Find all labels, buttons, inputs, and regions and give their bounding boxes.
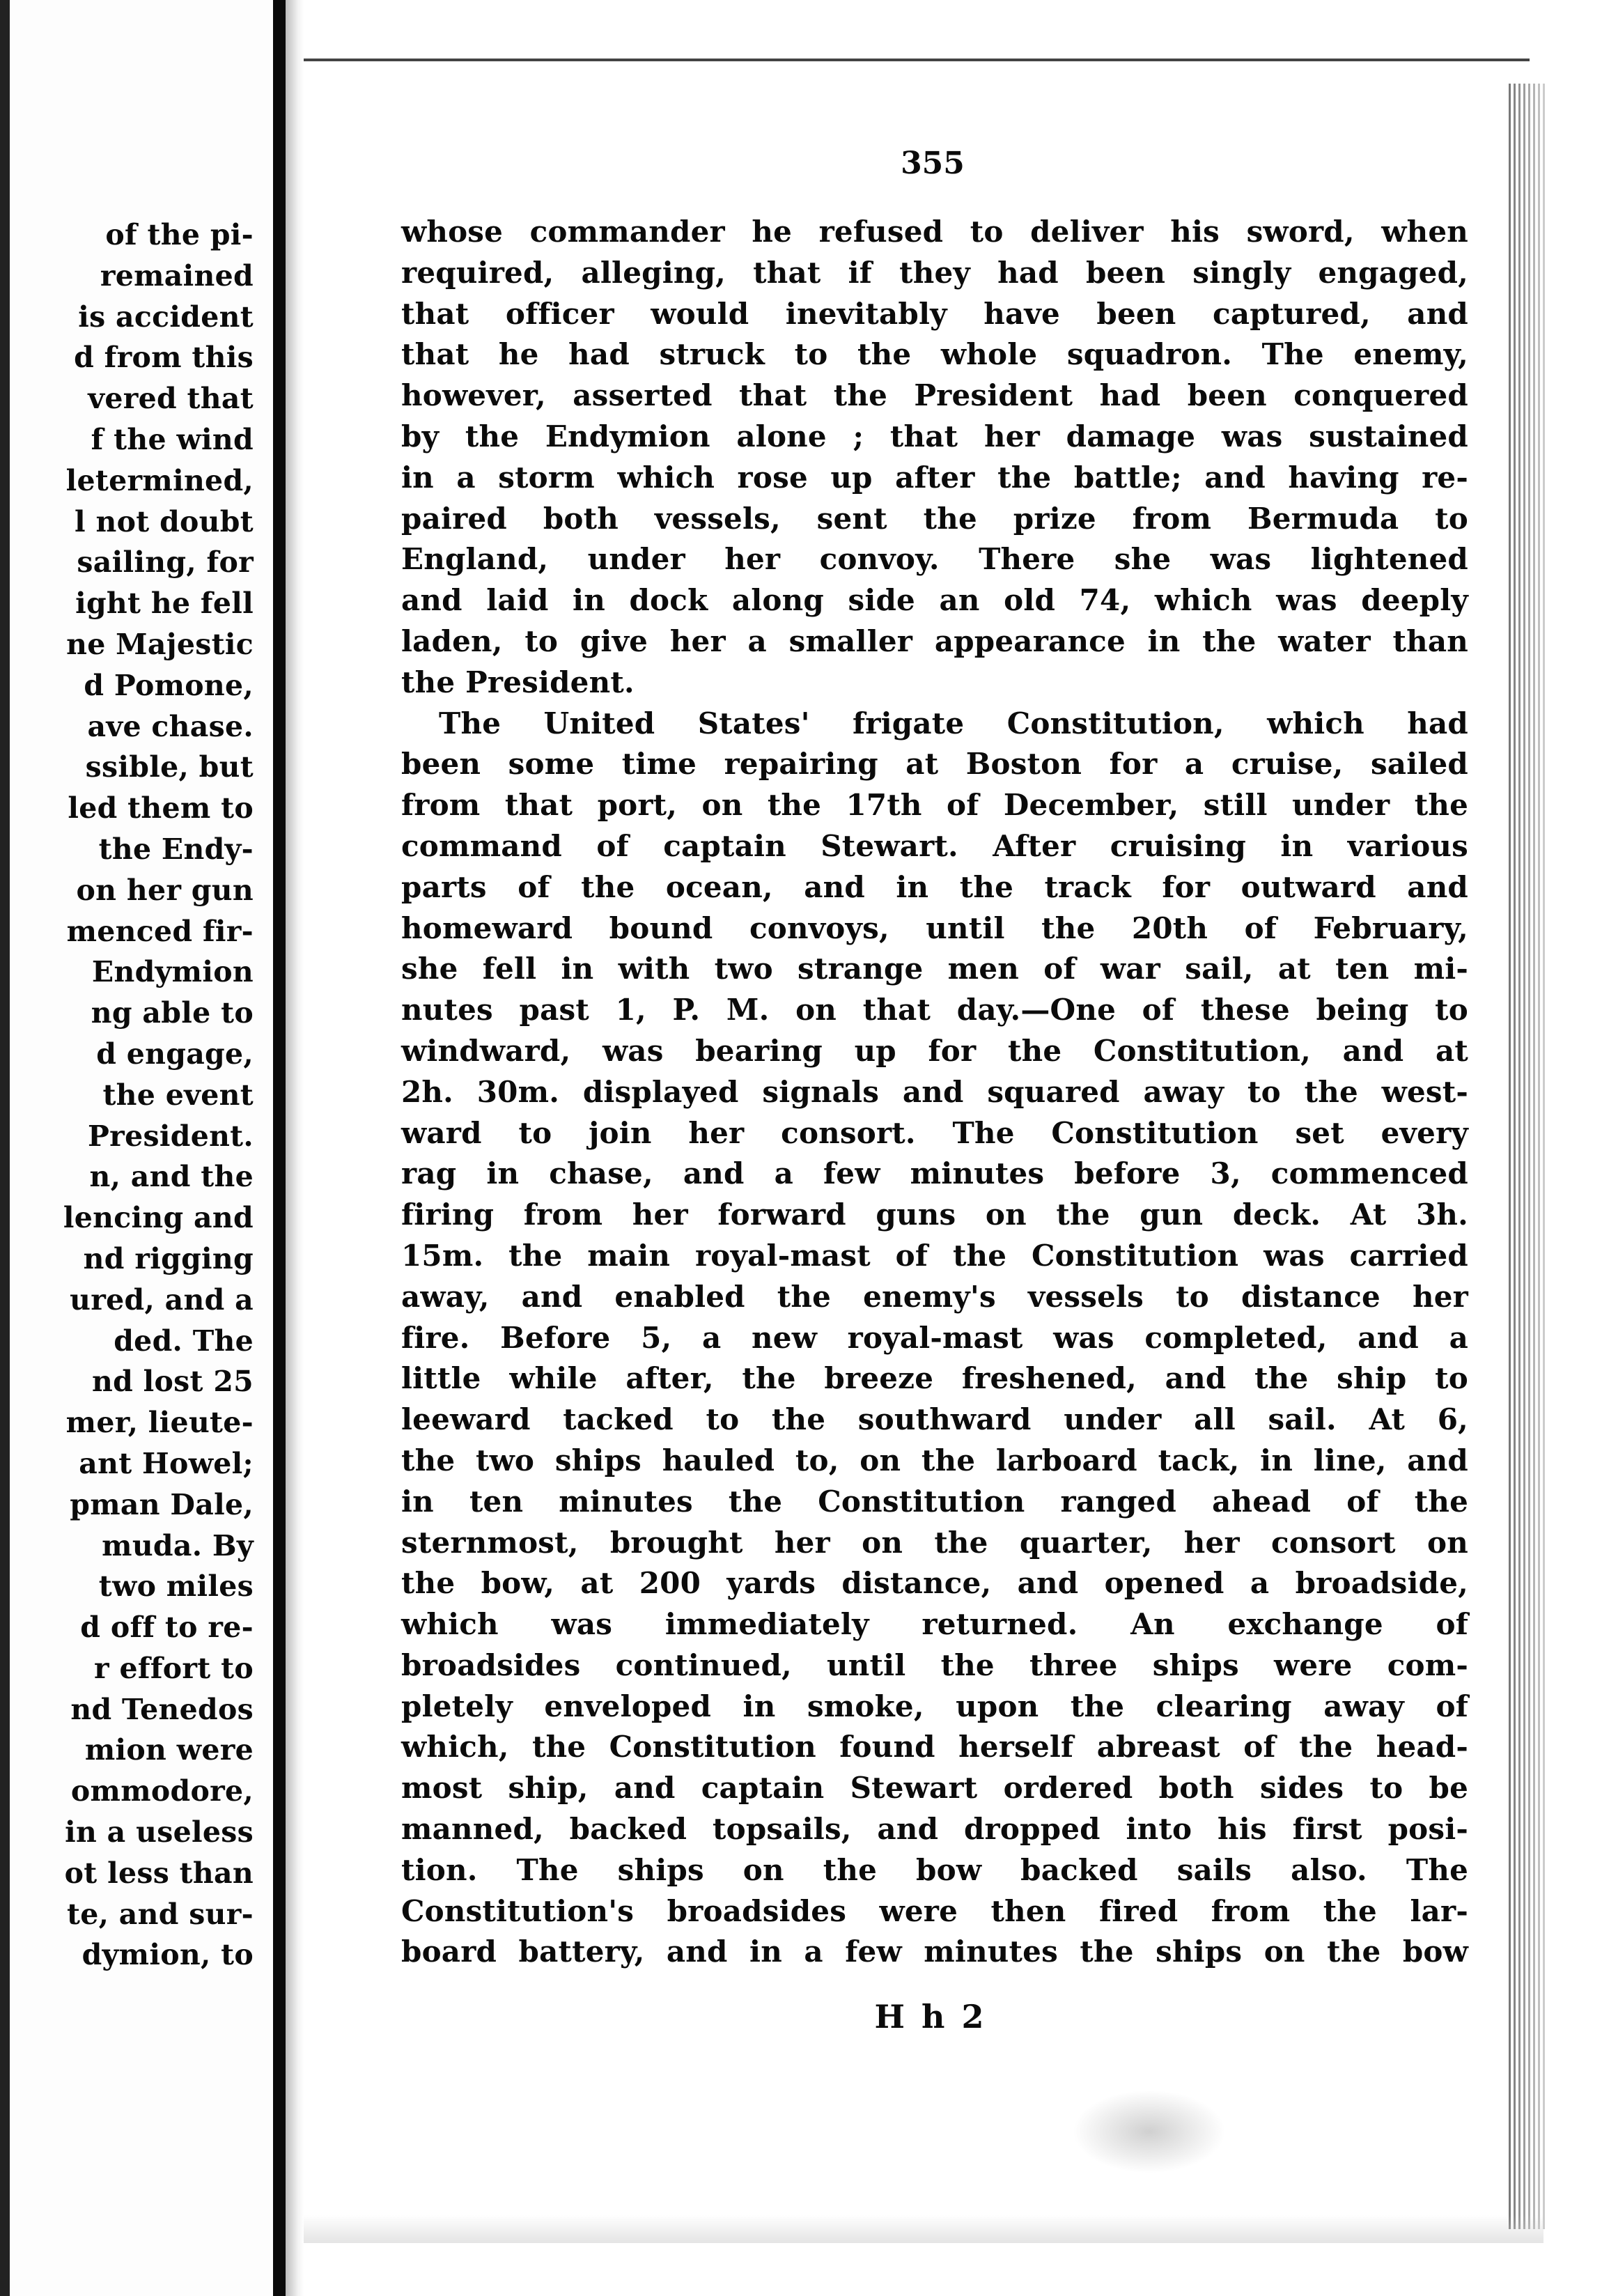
text-line: been some time repairing at Boston for a cruise, sailed [401,747,1468,782]
left-page-line: is accident [78,300,254,334]
left-page-line: ant Howel; [79,1446,254,1480]
left-page-line: nd Tenedos [70,1692,254,1726]
text-line: Constitution's broadsides were then fired from the lar- [401,1893,1468,1928]
scan-left-edge [0,0,10,2296]
page-edge-line [1538,84,1540,2229]
bottom-shadow [304,2215,1543,2243]
text-line: board battery, and in a few minutes the ships on the bow [401,1934,1468,1969]
page-edge-line [1533,84,1535,2229]
page-edge-line [1509,84,1511,2229]
text-line: little while after, the breeze freshened, and the ship to [401,1361,1468,1396]
ink-smudge [1073,2090,1226,2173]
left-page-line: letermined, [65,463,254,497]
left-page-line: two miles [98,1569,254,1604]
text-line: fire. Before 5, a new royal-mast was completed, and a [401,1320,1468,1355]
text-line: paired both vessels, sent the prize from Bermuda to [401,501,1468,536]
text-line: and laid in dock along side an old 74, which was deeply [401,583,1468,618]
left-page-line: r effort to [94,1651,254,1685]
left-page-line: sailing, for [77,545,254,580]
text-line: away, and enabled the enemy's vessels to distance her [401,1279,1468,1314]
left-page-line: nd lost 25 [91,1365,254,1399]
left-page-line: ng able to [91,996,254,1030]
page-edge-line [1514,84,1516,2229]
page-number: 355 [901,146,965,181]
text-line: however, asserted that the President had been conquered [401,378,1468,413]
left-page-line: ave chase. [87,709,254,743]
text-line: in ten minutes the Constitution ranged ahead of the [401,1484,1468,1519]
gutter-shadow [286,0,304,2296]
text-line: broadsides continued, until the three ships were com- [401,1647,1468,1682]
text-line: that officer would inevitably have been captured, and [401,296,1468,331]
right-margin [1550,0,1602,2296]
left-page-line: vered that [88,382,254,416]
left-page-line: of the pi- [105,218,254,251]
left-page-line: nd rigging [83,1241,254,1275]
text-line: leeward tacked to the southward under all sail. At 6, [401,1402,1468,1437]
text-line: 15m. the main royal-mast of the Constitution was carried [401,1238,1468,1273]
text-line: in a storm which rose up after the battle; and having re- [401,460,1468,495]
left-page-line: ommodore, [70,1774,254,1808]
text-line: ward to join her consort. The Constitution set every [401,1115,1468,1150]
left-page-line: n, and the [89,1160,254,1194]
text-line: windward, was bearing up for the Constitution, and at [401,1033,1468,1068]
book-gutter [273,0,286,2296]
left-page-line: d Pomone, [84,668,254,702]
left-page-line: f the wind [91,422,254,456]
left-page-line: ight he fell [75,587,254,621]
left-page-line: pman Dale, [70,1487,254,1521]
signature-mark: H h 2 [874,1998,987,2035]
stacked-page-edges [1509,84,1550,2229]
text-line: tion. The ships on the bow backed sails also. The [401,1852,1468,1887]
page-edge-line [1518,84,1521,2229]
text-line: which, the Constitution found herself abreast of the head- [401,1730,1468,1764]
left-page-line: ured, and a [70,1282,254,1317]
left-page-line: d off to re- [80,1611,254,1645]
left-page-line: mion were [84,1733,254,1767]
page-edge-line [1528,84,1530,2229]
text-line: sternmost, brought her on the quarter, her consort on [401,1525,1468,1560]
left-page-line: remained [100,258,254,293]
left-page-line: the Endy- [98,832,254,866]
main-page [304,0,1537,2296]
text-line: the bow, at 200 yards distance, and opened a broadside, [401,1566,1468,1601]
text-line: The United States' frigate Constitution, which had [439,706,1468,740]
left-page-line: d engage, [96,1037,254,1071]
left-page-line: ot less than [64,1856,254,1890]
page-edge-line [1523,84,1525,2229]
text-line: parts of the ocean, and in the track for outward and [401,869,1468,904]
left-page-line: Endymion [91,955,254,989]
left-page-line: muda. By [102,1528,254,1562]
text-line: the two ships hauled to, on the larboard tack, in line, and [401,1443,1468,1477]
text-line: by the Endymion alone ; that her damage was sustained [401,419,1468,453]
page-edge-line [1543,84,1545,2229]
left-page-line: in a useless [65,1815,254,1849]
left-page-line: on her gun [76,873,254,907]
left-page-line: lencing and [63,1201,254,1235]
left-page-line: te, and sur- [67,1897,254,1931]
text-line: pletely enveloped in smoke, upon the clearing away of [401,1689,1468,1723]
text-line: from that port, on the 17th of December, still under the [401,788,1468,823]
body-text [401,212,1468,1973]
text-line: which was immediately returned. An exchange of [401,1607,1468,1642]
left-page-line: ne Majestic [66,627,254,661]
left-page-line: d from this [74,341,254,375]
left-page-line: ded. The [114,1324,254,1358]
text-line: the President. [401,665,635,699]
text-line: manned, backed topsails, and dropped into his first posi- [401,1812,1468,1847]
text-line: nutes past 1, P. M. on that day.—One of these being to [401,993,1468,1027]
left-page-line: led them to [68,791,254,825]
text-line: that he had struck to the whole squadron. The enemy, [401,337,1468,372]
text-line: rag in chase, and a few minutes before 3, commenced [401,1156,1468,1191]
text-line: she fell in with two strange men of war sail, at ten mi- [401,952,1468,986]
text-line: England, under her convoy. There she was lightened [401,542,1468,577]
text-line: laden, to give her a smaller appearance in the water than [401,623,1468,658]
text-line: whose commander he refused to deliver his sword, when [401,215,1468,249]
text-line: most ship, and captain Stewart ordered both sides to be [401,1771,1468,1806]
text-line: command of captain Stewart. After cruising in various [401,828,1468,863]
left-page-line: menced fir- [66,914,254,948]
text-line: required, alleging, that if they had been singly engaged, [401,255,1468,290]
text-line: 2h. 30m. displayed signals and squared away to the west- [401,1074,1468,1109]
previous-page-text [0,215,273,1976]
text-line: homeward bound convoys, until the 20th of February, [401,910,1468,945]
left-page-line: President. [88,1119,254,1153]
previous-page-fragment [0,0,273,2296]
left-page-line: mer, lieute- [65,1406,254,1440]
text-line: firing from her forward guns on the gun deck. At 3h. [401,1197,1468,1232]
left-page-line: l not doubt [75,504,254,538]
left-page-line: ssible, but [85,750,254,784]
left-page-line: dymion, to [81,1938,254,1972]
left-page-line: the event [102,1078,254,1112]
